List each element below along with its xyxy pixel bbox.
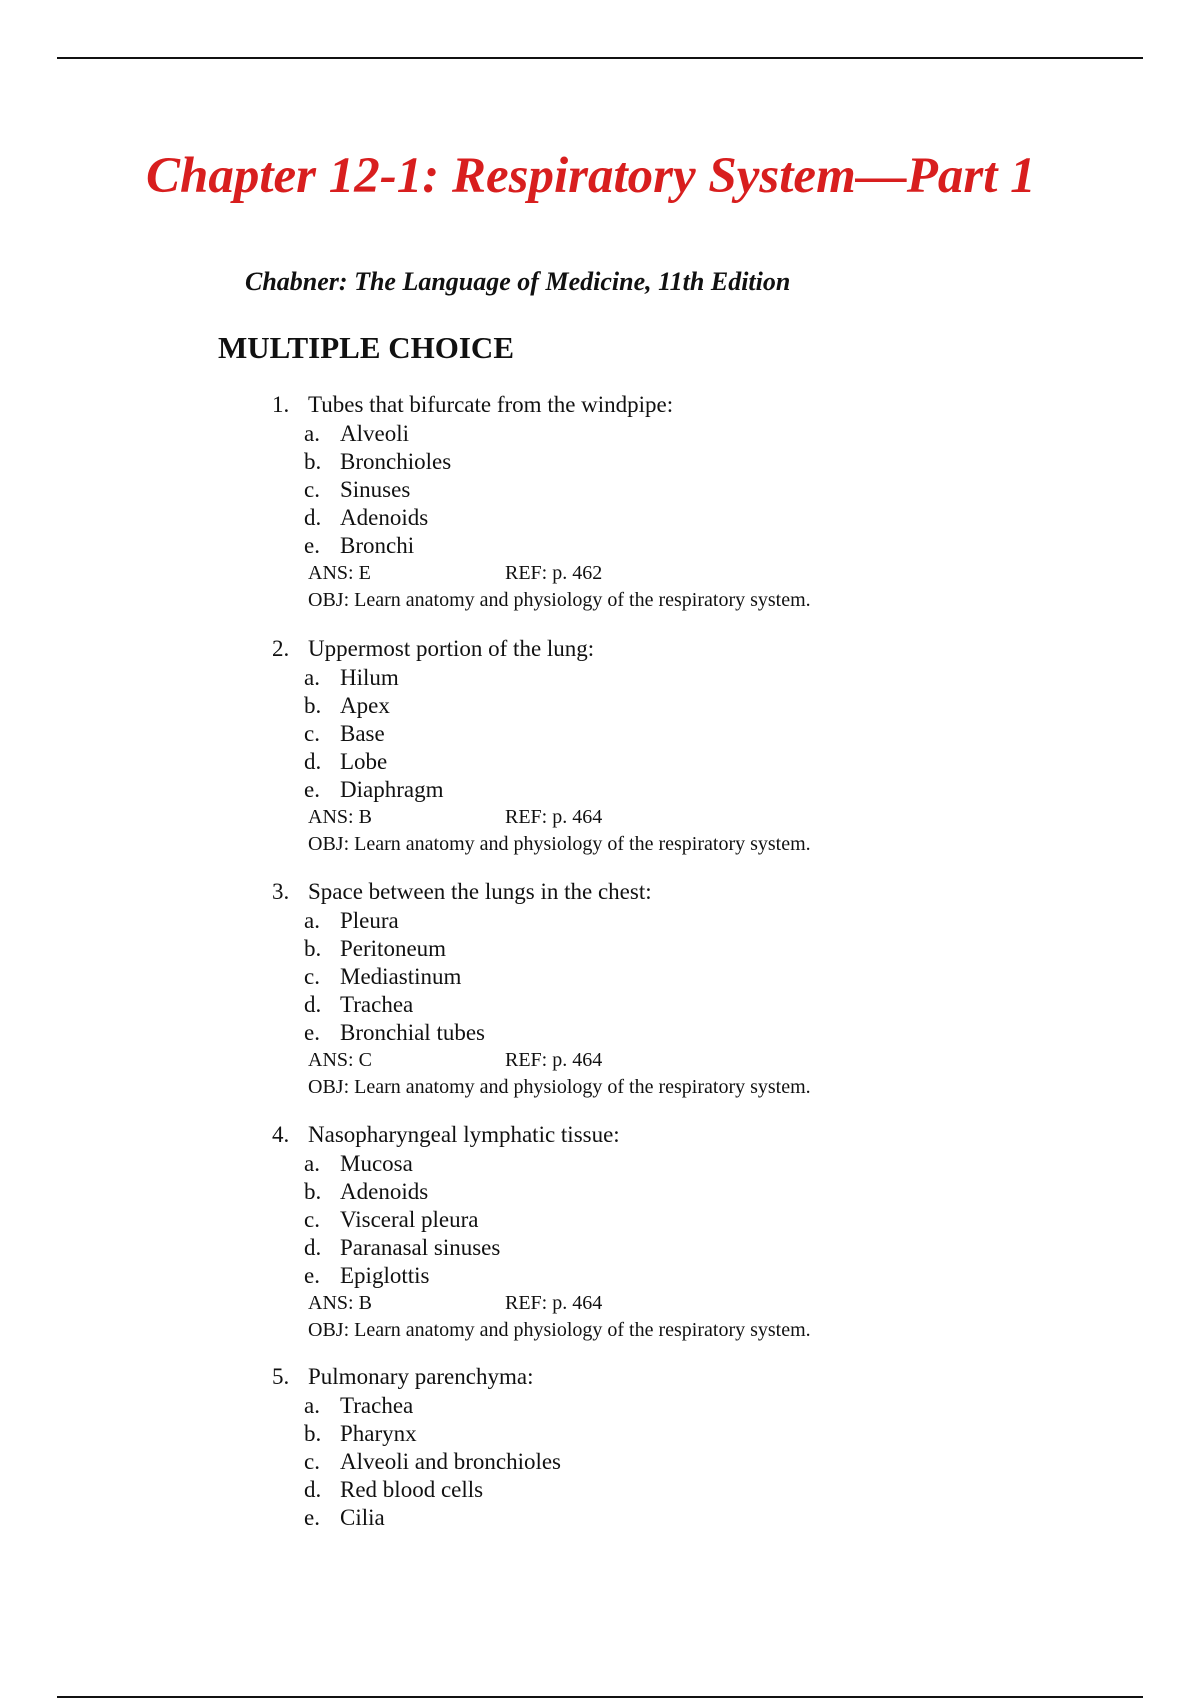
option-letter: c. xyxy=(304,1207,320,1232)
option-text: Bronchioles xyxy=(340,449,452,474)
book-subtitle: Chabner: The Language of Medicine, 11th Edition xyxy=(245,267,791,296)
learning-objective: OBJ: Learn anatomy and physiology of the respiratory system. xyxy=(308,1319,811,1341)
option-d xyxy=(272,1476,1132,1504)
option-letter: b. xyxy=(304,936,322,961)
option-text: Trachea xyxy=(340,992,414,1017)
option-text: Red blood cells xyxy=(340,1477,484,1502)
learning-objective: OBJ: Learn anatomy and physiology of the respiratory system. xyxy=(308,1076,811,1098)
option-letter: c. xyxy=(304,721,320,746)
question-stem xyxy=(272,634,1132,664)
question-5 xyxy=(272,1362,1132,1532)
option-e xyxy=(272,776,1132,804)
question-text: Nasopharyngeal lymphatic tissue: xyxy=(308,1122,620,1147)
option-b xyxy=(272,1178,1132,1206)
option-c xyxy=(272,476,1132,504)
option-text: Visceral pleura xyxy=(340,1207,479,1232)
option-a xyxy=(272,420,1132,448)
objective-line xyxy=(272,831,1132,858)
option-letter: a. xyxy=(304,908,320,933)
option-text: Sinuses xyxy=(340,477,411,502)
option-letter: b. xyxy=(304,1179,322,1204)
option-text: Diaphragm xyxy=(340,777,444,802)
learning-objective: OBJ: Learn anatomy and physiology of the respiratory system. xyxy=(308,833,811,855)
page-reference: REF: p. 464 xyxy=(505,1292,603,1314)
option-a xyxy=(272,1392,1132,1420)
option-c xyxy=(272,963,1132,991)
question-1 xyxy=(272,390,1132,614)
option-letter: d. xyxy=(304,992,322,1017)
option-b xyxy=(272,1420,1132,1448)
option-letter: c. xyxy=(304,1449,320,1474)
option-text: Alveoli xyxy=(340,421,409,446)
option-letter: b. xyxy=(304,1421,322,1446)
question-text: Space between the lungs in the chest: xyxy=(308,879,652,904)
option-text: Pharynx xyxy=(340,1421,417,1446)
option-text: Apex xyxy=(340,693,390,718)
option-letter: e. xyxy=(304,1505,320,1530)
answer-key: ANS: C xyxy=(308,1049,372,1071)
answer-line xyxy=(272,1290,1132,1317)
option-text: Mediastinum xyxy=(340,964,462,989)
option-letter: c. xyxy=(304,477,320,502)
page-reference: REF: p. 462 xyxy=(505,562,603,584)
option-text: Epiglottis xyxy=(340,1263,430,1288)
section-heading: MULTIPLE CHOICE xyxy=(218,330,514,365)
option-e xyxy=(272,532,1132,560)
option-e xyxy=(272,1262,1132,1290)
option-letter: d. xyxy=(304,505,322,530)
option-text: Peritoneum xyxy=(340,936,447,961)
page-reference: REF: p. 464 xyxy=(505,1049,603,1071)
answer-line xyxy=(272,560,1132,587)
question-stem xyxy=(272,390,1132,420)
option-text: Adenoids xyxy=(340,505,429,530)
option-d xyxy=(272,991,1132,1019)
option-text: Base xyxy=(340,721,385,746)
question-text: Tubes that bifurcate from the windpipe: xyxy=(308,392,674,417)
option-letter: e. xyxy=(304,533,320,558)
option-b xyxy=(272,935,1132,963)
option-text: Trachea xyxy=(340,1393,414,1418)
option-letter: d. xyxy=(304,1477,322,1502)
answer-line xyxy=(272,804,1132,831)
option-letter: b. xyxy=(304,449,322,474)
option-c xyxy=(272,1206,1132,1234)
bottom-rule xyxy=(57,1696,1143,1698)
top-rule xyxy=(57,57,1143,59)
question-2 xyxy=(272,634,1132,858)
question-3 xyxy=(272,877,1132,1101)
answer-key: ANS: E xyxy=(308,562,371,584)
option-d xyxy=(272,1234,1132,1262)
option-d xyxy=(272,748,1132,776)
question-number: 5. xyxy=(272,1364,290,1389)
option-text: Adenoids xyxy=(340,1179,429,1204)
option-text: Cilia xyxy=(340,1505,385,1530)
answer-key: ANS: B xyxy=(308,1292,372,1314)
option-text: Lobe xyxy=(340,749,388,774)
option-letter: c. xyxy=(304,964,320,989)
question-stem xyxy=(272,877,1132,907)
option-letter: b. xyxy=(304,693,322,718)
option-text: Paranasal sinuses xyxy=(340,1235,501,1260)
option-letter: a. xyxy=(304,1393,320,1418)
question-stem xyxy=(272,1120,1132,1150)
option-b xyxy=(272,692,1132,720)
option-a xyxy=(272,907,1132,935)
option-text: Hilum xyxy=(340,665,399,690)
option-letter: a. xyxy=(304,1151,320,1176)
option-letter: a. xyxy=(304,421,320,446)
answer-key: ANS: B xyxy=(308,806,372,828)
question-number: 3. xyxy=(272,879,290,904)
objective-line xyxy=(272,587,1132,614)
objective-line xyxy=(272,1074,1132,1101)
question-stem xyxy=(272,1362,1132,1392)
option-e xyxy=(272,1504,1132,1532)
option-a xyxy=(272,1150,1132,1178)
option-c xyxy=(272,1448,1132,1476)
question-number: 4. xyxy=(272,1122,290,1147)
option-letter: e. xyxy=(304,1020,320,1045)
option-text: Bronchial tubes xyxy=(340,1020,485,1045)
chapter-title: Chapter 12-1: Respiratory System—Part 1 xyxy=(146,148,1036,204)
option-d xyxy=(272,504,1132,532)
option-text: Pleura xyxy=(340,908,399,933)
question-number: 1. xyxy=(272,392,290,417)
question-text: Pulmonary parenchyma: xyxy=(308,1364,534,1389)
option-letter: d. xyxy=(304,1235,322,1260)
question-text: Uppermost portion of the lung: xyxy=(308,636,595,661)
option-a xyxy=(272,664,1132,692)
option-e xyxy=(272,1019,1132,1047)
option-b xyxy=(272,448,1132,476)
question-4 xyxy=(272,1120,1132,1344)
answer-line xyxy=(272,1047,1132,1074)
option-c xyxy=(272,720,1132,748)
option-letter: e. xyxy=(304,1263,320,1288)
page-reference: REF: p. 464 xyxy=(505,806,603,828)
objective-line xyxy=(272,1317,1132,1344)
option-letter: d. xyxy=(304,749,322,774)
option-text: Bronchi xyxy=(340,533,415,558)
question-number: 2. xyxy=(272,636,290,661)
learning-objective: OBJ: Learn anatomy and physiology of the respiratory system. xyxy=(308,589,811,611)
option-text: Alveoli and bronchioles xyxy=(340,1449,562,1474)
option-letter: a. xyxy=(304,665,320,690)
option-letter: e. xyxy=(304,777,320,802)
option-text: Mucosa xyxy=(340,1151,413,1176)
